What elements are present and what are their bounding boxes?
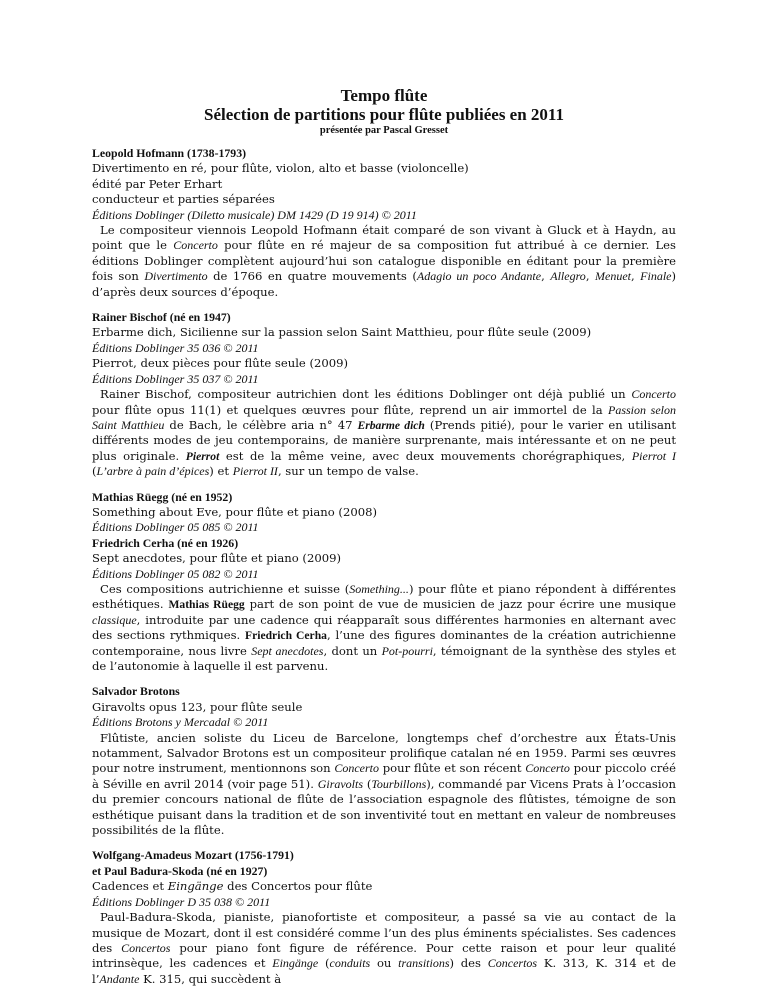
text-run: est de la même veine, avec deux mouvements chorégraphiques,: [219, 448, 632, 463]
text-run: , témoignant de la synthèse des styles et de l’autonomie à laquelle il est parvenu.: [92, 643, 676, 673]
work-title-line: Erbarme dich, Sicilienne sur la passion selon Saint Matthieu, pour flûte seule (2009): [92, 325, 592, 340]
emphasis-run: Friedrich Cerha: [245, 629, 327, 643]
text-run: ,: [541, 269, 551, 284]
text-run: Cadences et: [92, 879, 168, 894]
text-run: de 1766 en quatre mouvements (: [207, 269, 417, 284]
review-entry: [92, 146, 676, 300]
emphasis-run: Concerto: [334, 761, 380, 776]
text-run: , dont un: [323, 643, 382, 658]
emphasis-run: conduits: [329, 956, 371, 971]
text-run: ), commandé par Vicens Prats à l’occasion du premier concours national de flûte de l’association espagnole des flûtistes, témoigne de son esthétique puisant dans la tradition et de son inventivité tout en mettant en valeur de nombreuses possibilités de la flûte.: [92, 776, 676, 838]
text-run: Flûtiste, ancien soliste du Liceu de Barcelone, longtemps chef d’orchestre aux États-Unis notamment, Salvador Brotons est un compositeur prolifique catalan né en 1959. Parmi ses œuvres pour notre instrument, mentionnons son: [92, 730, 676, 776]
composer-heading: Leopold Hofmann (1738-1793): [92, 146, 247, 160]
text-run: Le compositeur viennois Leopold Hofmann était comparé de son vivant à Gluck et à Haydn, au point que le: [92, 223, 676, 253]
work-title-line: [92, 879, 676, 894]
text-run: pour flûte en ré majeur de sa composition fut attribué à ce dernier. Les éditions Doblinger complètent aujourd’hui son catalogue disponible en éditant pour la première fois son: [92, 238, 676, 284]
emphasis-run: Finale: [640, 269, 672, 284]
work-title-line: Divertimento en ré, pour flûte, violon, alto et basse (violoncelle): [92, 161, 469, 176]
review-paragraph: [92, 582, 676, 674]
presenter-line: présentée par Pascal Gresset: [319, 125, 449, 136]
text-run: de Bach, le célèbre aria n° 47: [164, 417, 358, 432]
work-title-line: Giravolts opus 123, pour flûte seule: [92, 699, 303, 714]
publisher-line: Éditions Doblinger (Diletto musicale) DM 1429 (D 19 914) © 2011: [92, 207, 417, 222]
work-title-line: conducteur et parties séparées: [92, 192, 275, 207]
emphasis-run: Pierrot II: [232, 464, 278, 479]
emphasis-run: Pierrot: [185, 449, 220, 463]
emphasis-run: Tourbillons: [371, 776, 427, 791]
emphasis-run: Something...: [349, 581, 409, 596]
text-run: ,: [585, 269, 595, 284]
emphasis-run: Allegro: [550, 269, 586, 284]
review-paragraph: [92, 387, 676, 479]
publisher-line: Éditions Doblinger 05 082 © 2011: [92, 566, 259, 581]
work-title-line: Something about Eve, pour flûte et piano (2008): [92, 504, 377, 519]
emphasis-run: Eingänge: [167, 879, 224, 894]
text-run: (: [318, 956, 330, 971]
text-run: pour piccolo créé à Séville en avril 2014 (voir page 51).: [92, 761, 676, 791]
publisher-line: Éditions Brotons y Mercadal © 2011: [92, 715, 269, 730]
emphasis-run: Erbarme dich: [357, 418, 425, 432]
review-entry: [92, 310, 676, 479]
emphasis-run: classique: [92, 612, 137, 627]
emphasis-run: Adagio un poco Andante: [416, 269, 542, 284]
text-run: Paul-Badura-Skoda, pianiste, pianofortiste et compositeur, a passé sa vie au contact de la musique de Mozart, dont il est considéré comme l’un des plus éminents spécialistes. Ses cadences des: [92, 910, 676, 955]
text-run: part de son point de vue de musicien de jazz pour écrire une musique: [244, 597, 676, 612]
text-run: pour flûte et son récent: [379, 761, 526, 776]
composer-heading: Salvador Brotons: [92, 684, 180, 699]
review-paragraph: [92, 910, 676, 987]
emphasis-run: Concerto: [525, 761, 570, 776]
text-run: Rainer Bischof, compositeur autrichien dont les éditions Doblinger ont déjà publié un: [100, 387, 632, 402]
emphasis-run: Mathias Rüegg: [168, 598, 245, 612]
emphasis-run: Andante: [99, 971, 140, 986]
emphasis-run: Pierrot I: [631, 448, 676, 463]
emphasis-run: Giravolts: [317, 776, 364, 791]
text-run: K. 315, qui succèdent à: [139, 971, 282, 986]
text-run: Ces compositions autrichienne et suisse (: [100, 581, 350, 596]
text-run: ) d’après deux sources d’époque.: [92, 269, 677, 299]
text-run: (: [363, 776, 372, 791]
review-entry: [92, 684, 676, 838]
text-run: ) pour flûte et piano répondent à différentes esthétiques.: [92, 581, 676, 612]
composer-heading: Mathias Rüegg (né en 1952): [92, 489, 233, 504]
text-run: des Concertos pour flûte: [223, 879, 373, 894]
composer-heading: Friedrich Cerha (né en 1926): [92, 535, 239, 550]
review-paragraph: [92, 223, 676, 300]
work-title-line: édité par Peter Erhart: [92, 176, 223, 191]
text-run: , introduite par une cadence qui réapparaît sous différentes harmonies en alternant avec des sections rythmiques.: [92, 612, 676, 643]
text-run: ) des: [449, 956, 488, 971]
emphasis-run: Concerto: [631, 387, 676, 402]
review-paragraph: [92, 731, 676, 839]
review-entry: [92, 490, 676, 675]
publisher-line: Éditions Doblinger 05 085 © 2011: [92, 520, 259, 535]
emphasis-run: Divertimento: [144, 269, 208, 284]
publisher-line: Éditions Doblinger 35 037 © 2011: [92, 371, 259, 386]
composer-heading: Wolfgang-Amadeus Mozart (1756-1791): [92, 848, 294, 863]
emphasis-run: Menuet: [595, 269, 631, 284]
text-run: (: [92, 464, 97, 479]
composer-heading: Rainer Bischof (né en 1947): [92, 310, 231, 325]
review-list: [92, 146, 676, 987]
review-entry: [92, 848, 676, 987]
emphasis-run: Concertos: [121, 940, 171, 955]
emphasis-run: Passion selon Saint Matthieu: [92, 402, 676, 432]
page-title: Tempo flûte: [340, 86, 428, 105]
text-run: ou: [370, 956, 399, 971]
text-run: pour piano font figure de référence. Pour cette raison et pour leur qualité intrinsèque, les cadences et: [92, 940, 676, 971]
composer-heading: et Paul Badura-Skoda (né en 1927): [92, 863, 268, 878]
document-page: [92, 86, 676, 997]
publisher-line: Éditions Doblinger D 35 038 © 2011: [92, 894, 271, 909]
emphasis-run: Concerto: [173, 238, 218, 253]
work-title-line: Sept anecdotes, pour flûte et piano (2009): [92, 551, 341, 566]
emphasis-run: L’arbre à pain d’épices: [96, 464, 210, 479]
text-run: , l’une des figures dominantes de la création autrichienne contemporaine, nous livre: [92, 628, 676, 658]
text-run: (Prends pitié), pour le varier en utilisant différents modes de jeu contemporains, de manière surprenante, mais intéressante et on ne peut plus originale.: [92, 417, 676, 463]
emphasis-run: transitions: [398, 956, 450, 971]
emphasis-run: Eingänge: [272, 956, 319, 971]
emphasis-run: Concertos: [487, 956, 538, 971]
text-run: pour flûte opus 11(1) et quelques œuvres pour flûte, reprend un air immortel de la: [92, 402, 609, 417]
text-run: ,: [630, 269, 641, 284]
text-run: K. 313, K. 314 et de l’: [92, 956, 676, 986]
emphasis-run: Sept anecdotes: [251, 643, 324, 658]
emphasis-run: Pot-pourri: [381, 643, 433, 658]
text-run: , sur un tempo de valse.: [277, 464, 419, 479]
work-title-line: Pierrot, deux pièces pour flûte seule (2009): [92, 356, 349, 371]
text-run: ) et: [209, 464, 233, 479]
page-subtitle: Sélection de partitions pour flûte publiées en 2011: [203, 105, 564, 124]
publisher-line: Éditions Doblinger 35 036 © 2011: [92, 340, 259, 355]
